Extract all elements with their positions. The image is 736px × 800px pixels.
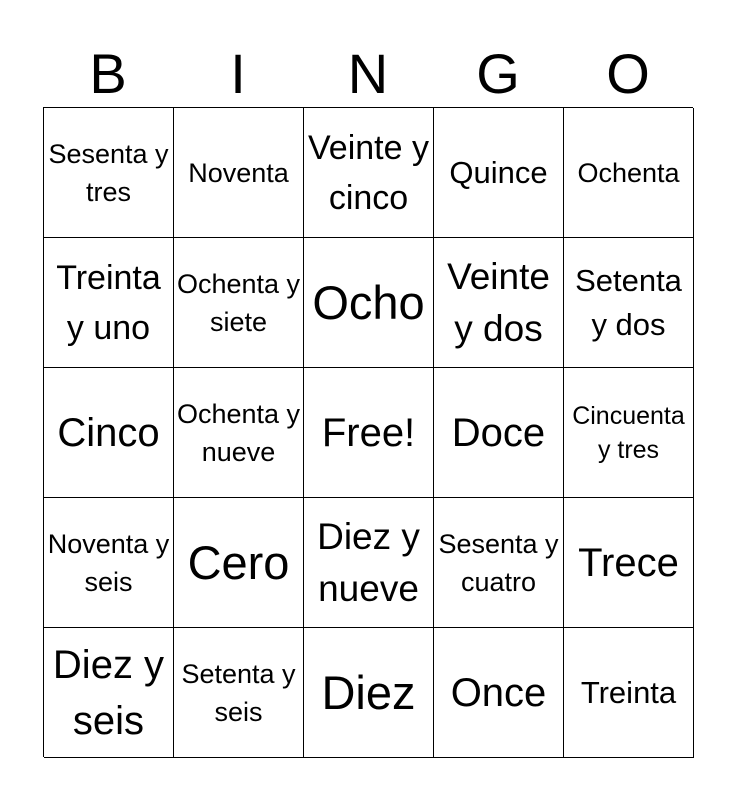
header-letter-i: I xyxy=(230,42,246,105)
cell-text: Cincuenta y tres xyxy=(572,401,685,464)
bingo-cell-r4-c4[interactable] xyxy=(434,498,564,628)
cell-text: Noventa xyxy=(188,157,289,188)
cell-text: Noventa y seis xyxy=(47,528,170,597)
cell-text: Diez y nueve xyxy=(317,515,420,609)
bingo-cell-r5-c1[interactable] xyxy=(44,628,174,758)
bingo-header xyxy=(43,40,693,108)
cell-text: Sesenta y tres xyxy=(48,138,169,207)
header-letter-g: G xyxy=(476,42,520,105)
bingo-cell-r3-c5[interactable] xyxy=(564,368,694,498)
bingo-cell-r1-c5[interactable] xyxy=(564,108,694,238)
cell-text: Once xyxy=(450,670,547,715)
cell-text: Sesenta y cuatro xyxy=(438,528,559,597)
bingo-cell-r1-c3[interactable] xyxy=(304,108,434,238)
cell-text: Ochenta xyxy=(577,157,680,188)
bingo-cell-r3-c2[interactable] xyxy=(174,368,304,498)
bingo-cell-r1-c2[interactable] xyxy=(174,108,304,238)
bingo-cell-r4-c1[interactable] xyxy=(44,498,174,628)
bingo-cell-r5-c2[interactable] xyxy=(174,628,304,758)
bingo-cell-r5-c3[interactable] xyxy=(304,628,434,758)
cell-text: Setenta y seis xyxy=(181,658,296,727)
cell-text: Ochenta y siete xyxy=(176,268,301,337)
cell-text: Veinte y cinco xyxy=(308,128,429,217)
cell-text: Diez y seis xyxy=(52,642,165,743)
header-letter-n: N xyxy=(347,42,389,105)
cell-text: Cero xyxy=(187,535,290,589)
bingo-cell-r1-c4[interactable] xyxy=(434,108,564,238)
bingo-cell-r4-c3[interactable] xyxy=(304,498,434,628)
bingo-cell-r3-c4[interactable] xyxy=(434,368,564,498)
cell-text: Doce xyxy=(451,410,546,455)
bingo-cell-r2-c3[interactable] xyxy=(304,238,434,368)
header-letter-b: B xyxy=(89,42,127,105)
bingo-cell-r4-c2[interactable] xyxy=(174,498,304,628)
bingo-cell-r2-c4[interactable] xyxy=(434,238,564,368)
bingo-cell-r2-c1[interactable] xyxy=(44,238,174,368)
cell-text: Setenta y dos xyxy=(575,262,682,342)
bingo-cell-r2-c5[interactable] xyxy=(564,238,694,368)
bingo-cell-r3-c3-free[interactable] xyxy=(304,368,434,498)
bingo-cell-r4-c5[interactable] xyxy=(564,498,694,628)
cell-text: Ocho xyxy=(312,275,425,329)
cell-text: Treinta y uno xyxy=(56,258,161,347)
cell-text: Veinte y dos xyxy=(447,255,550,349)
cell-text: Cinco xyxy=(57,410,160,455)
bingo-board xyxy=(43,107,693,757)
bingo-cell-r1-c1[interactable] xyxy=(44,108,174,238)
bingo-cell-r5-c5[interactable] xyxy=(564,628,694,758)
cell-text: Trece xyxy=(578,540,679,585)
cell-text: Diez xyxy=(321,665,416,719)
header-letter-o: O xyxy=(606,42,650,105)
bingo-cell-r2-c2[interactable] xyxy=(174,238,304,368)
cell-text: Ochenta y nueve xyxy=(176,398,301,467)
cell-text: Quince xyxy=(449,154,548,190)
bingo-cell-r5-c4[interactable] xyxy=(434,628,564,758)
cell-text: Free! xyxy=(321,410,416,455)
bingo-cell-r3-c1[interactable] xyxy=(44,368,174,498)
cell-text: Treinta xyxy=(580,674,677,710)
